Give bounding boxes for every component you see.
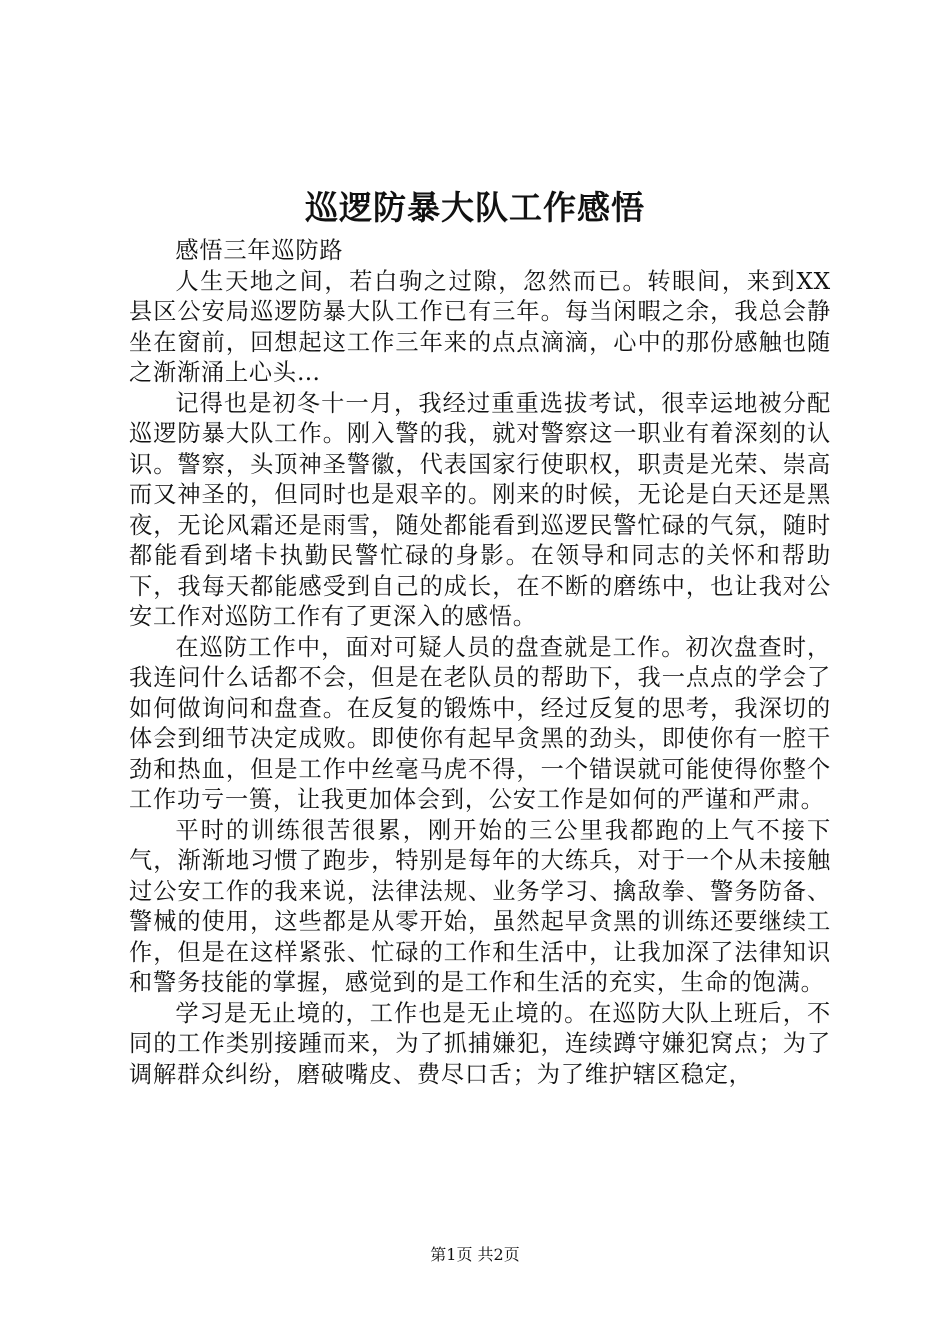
paragraph-subtitle: 感悟三年巡防路 <box>175 237 344 264</box>
paragraph: 人生天地之间，若白驹之过隙，忽然而已。转眼间，来到XX县区公安局巡逻防暴大队工作已有三年。每当闲暇之余，我总会静坐在窗前，回想起这工作三年来的点点滴滴，心中的那份感触也随之渐渐涌上心头… <box>129 267 831 386</box>
document-title: 巡逻防暴大队工作感悟 <box>305 188 645 227</box>
document-body <box>129 236 831 1090</box>
paragraph: 在巡防工作中，面对可疑人员的盘查就是工作。初次盘查时，我连问什么话都不会，但是在老队员的帮助下，我一点点的学会了如何做询问和盘查。在反复的锻炼中，经过反复的思考，我深切的体会到细节决定成败。即使你有起早贪黑的劲头，即使你有一腔干劲和热血，但是工作中丝毫马虎不得，一个错误就可能使得你整个工作功亏一篑，让我更加体会到，公安工作是如何的严谨和严肃。 <box>129 633 831 813</box>
paragraph: 平时的训练很苦很累，刚开始的三公里我都跑的上气不接下气，渐渐地习惯了跑步，特别是每年的大练兵，对于一个从未接触过公安工作的我来说，法律法规、业务学习、擒敌拳、警务防备、警械的使用，这些都是从零开始，虽然起早贪黑的训练还要继续工作，但是在这样紧张、忙碌的工作和生活中，让我加深了法律知识和警务技能的掌握，感觉到的是工作和生活的充实，生命的饱满。 <box>129 816 831 996</box>
page-number-footer: 第1页 共2页 <box>430 1245 520 1264</box>
paragraph: 记得也是初冬十一月，我经过重重选拔考试，很幸运地被分配巡逻防暴大队工作。刚入警的我，就对警察这一职业有着深刻的认识。警察，头顶神圣警徽，代表国家行使职权，职责是光荣、崇高而又神圣的，但同时也是艰辛的。刚来的时候，无论是白天还是黑夜，无论风霜还是雨雪，随处都能看到巡逻民警忙碌的气氛，随时都能看到堵卡执勤民警忙碌的身影。在领导和同志的关怀和帮助下，我每天都能感受到自己的成长，在不断的磨练中，也让我对公安工作对巡防工作有了更深入的感悟。 <box>129 389 831 630</box>
paragraph: 学习是无止境的，工作也是无止境的。在巡防大队上班后，不同的工作类别接踵而来，为了抓捕嫌犯，连续蹲守嫌犯窝点；为了调解群众纠纷，磨破嘴皮、费尽口舌；为了维护辖区稳定， <box>129 999 831 1088</box>
